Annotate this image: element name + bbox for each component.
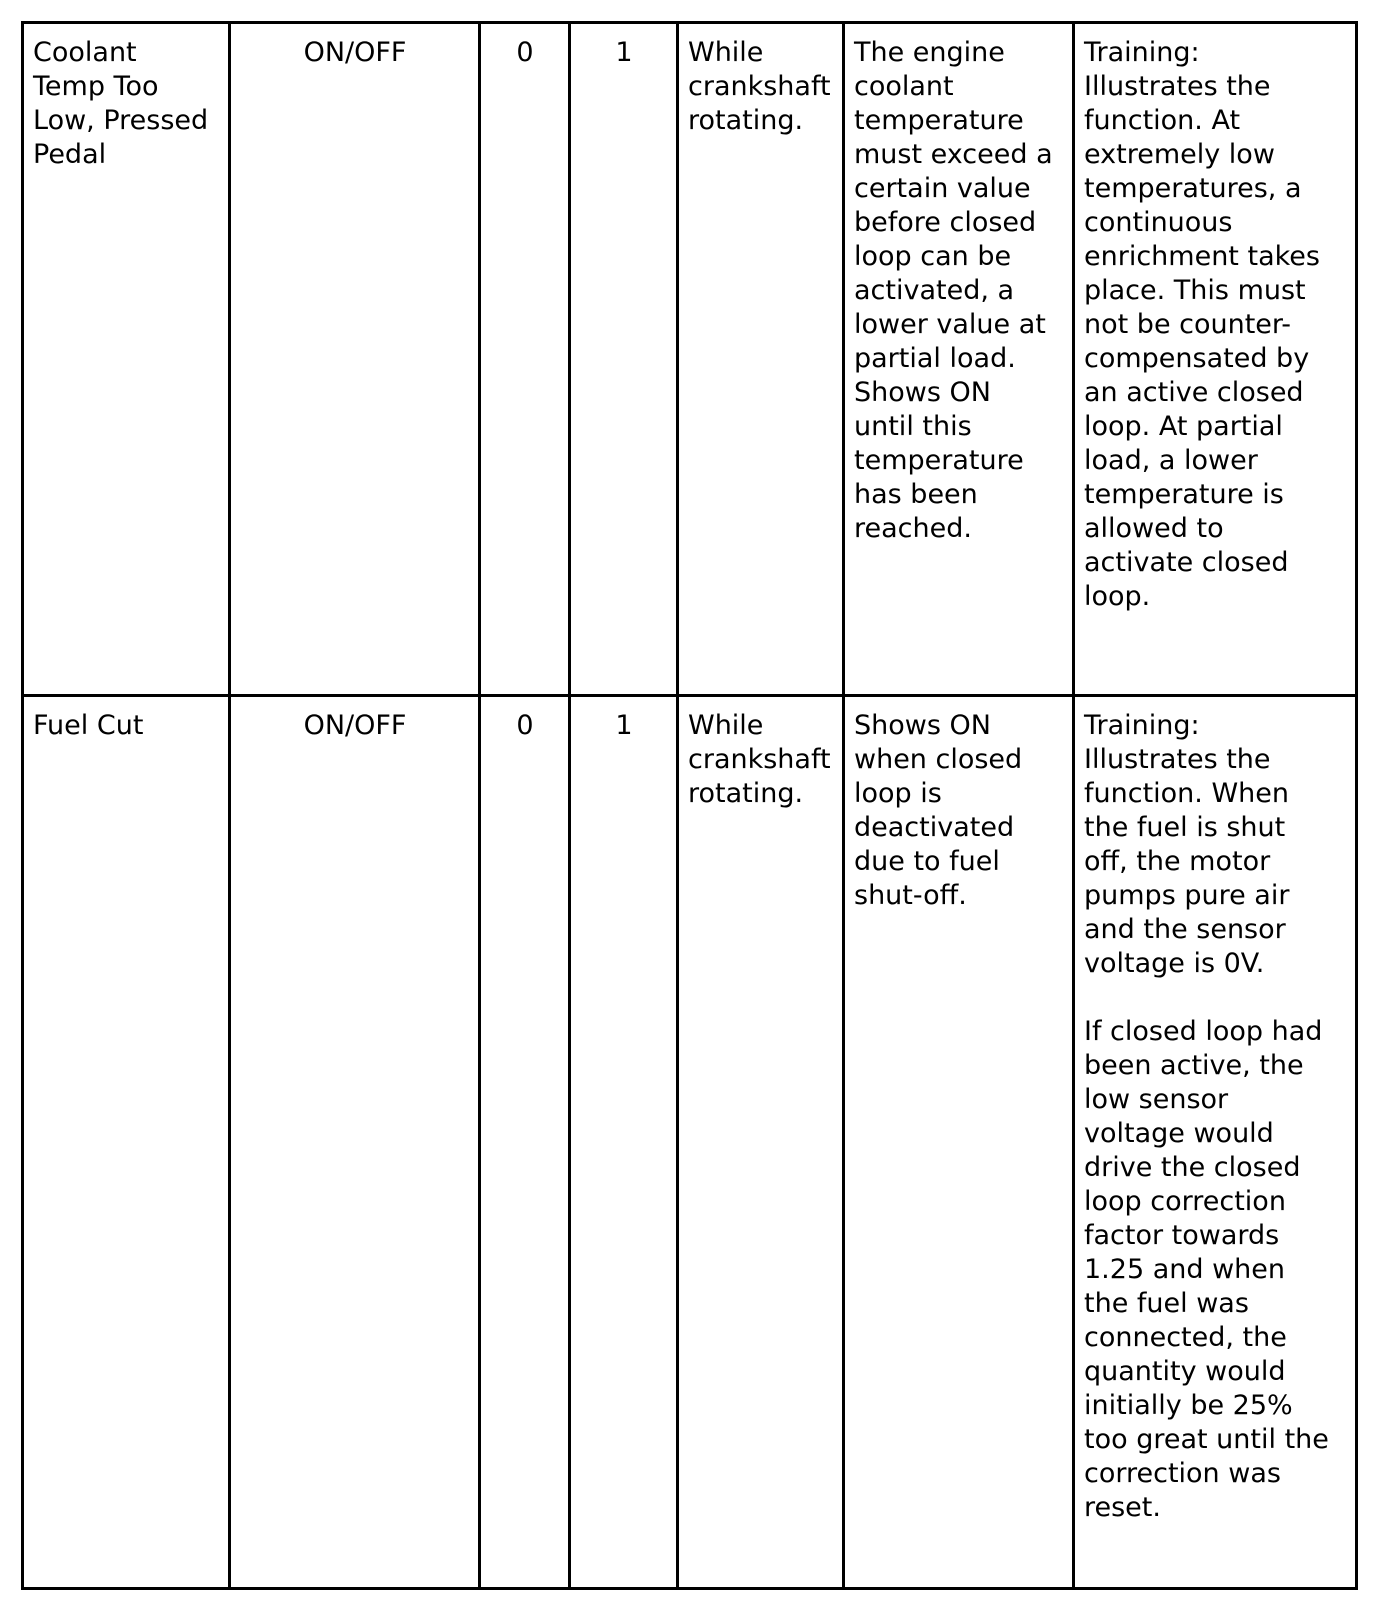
condition-cell (678, 23, 844, 696)
table-row (23, 696, 1357, 1589)
parameter-name-cell (23, 696, 230, 1589)
unit-cell (230, 696, 480, 1589)
parameter-name-cell (23, 23, 230, 696)
notes-cell (1074, 23, 1357, 696)
parameter-condition: While crankshaft rotating. (688, 37, 831, 136)
unit-cell (230, 23, 480, 696)
parameter-condition: While crankshaft rotating. (688, 710, 831, 809)
parameter-notes-paragraph: Training: Illustrates the function. When the fuel is shut off, the motor pumps pure air and the sensor voltage is 0V. (1084, 710, 1290, 979)
description-cell (844, 696, 1074, 1589)
min-cell (480, 23, 570, 696)
parameter-min: 0 (516, 710, 534, 741)
parameter-unit: ON/OFF (303, 37, 407, 68)
parameter-unit: ON/OFF (303, 710, 407, 741)
max-cell (570, 696, 678, 1589)
parameter-description: The engine coolant temperature must exceed a certain value before closed loop can be activated, a lower value at partial load. Shows ON until this temperature has been reached. (854, 37, 1053, 544)
parameter-max: 1 (615, 37, 633, 68)
parameter-notes-paragraph: Training: Illustrates the function. At extremely low temperatures, a continuous enrichment takes place. This must not be counter- compensated by an active closed loop. At partial load, a lower temperature is allowed to activate closed loop. (1084, 37, 1320, 612)
min-cell (480, 696, 570, 1589)
table-row (23, 23, 1357, 696)
parameter-notes-paragraph: If closed loop had been active, the low sensor voltage would drive the closed loop correction factor towards 1.25 and when the fuel was connected, the quantity would initially be 25% too great until the correction was reset. (1084, 1016, 1329, 1523)
parameter-min: 0 (516, 37, 534, 68)
parameter-max: 1 (615, 710, 633, 741)
max-cell (570, 23, 678, 696)
notes-cell (1074, 696, 1357, 1589)
description-cell (844, 23, 1074, 696)
parameter-name: Coolant Temp Too Low, Pressed Pedal (33, 37, 209, 170)
condition-cell (678, 696, 844, 1589)
parameter-table (21, 21, 1358, 1590)
parameter-name: Fuel Cut (33, 710, 144, 741)
parameter-description: Shows ON when closed loop is deactivated due to fuel shut-off. (854, 710, 1023, 911)
